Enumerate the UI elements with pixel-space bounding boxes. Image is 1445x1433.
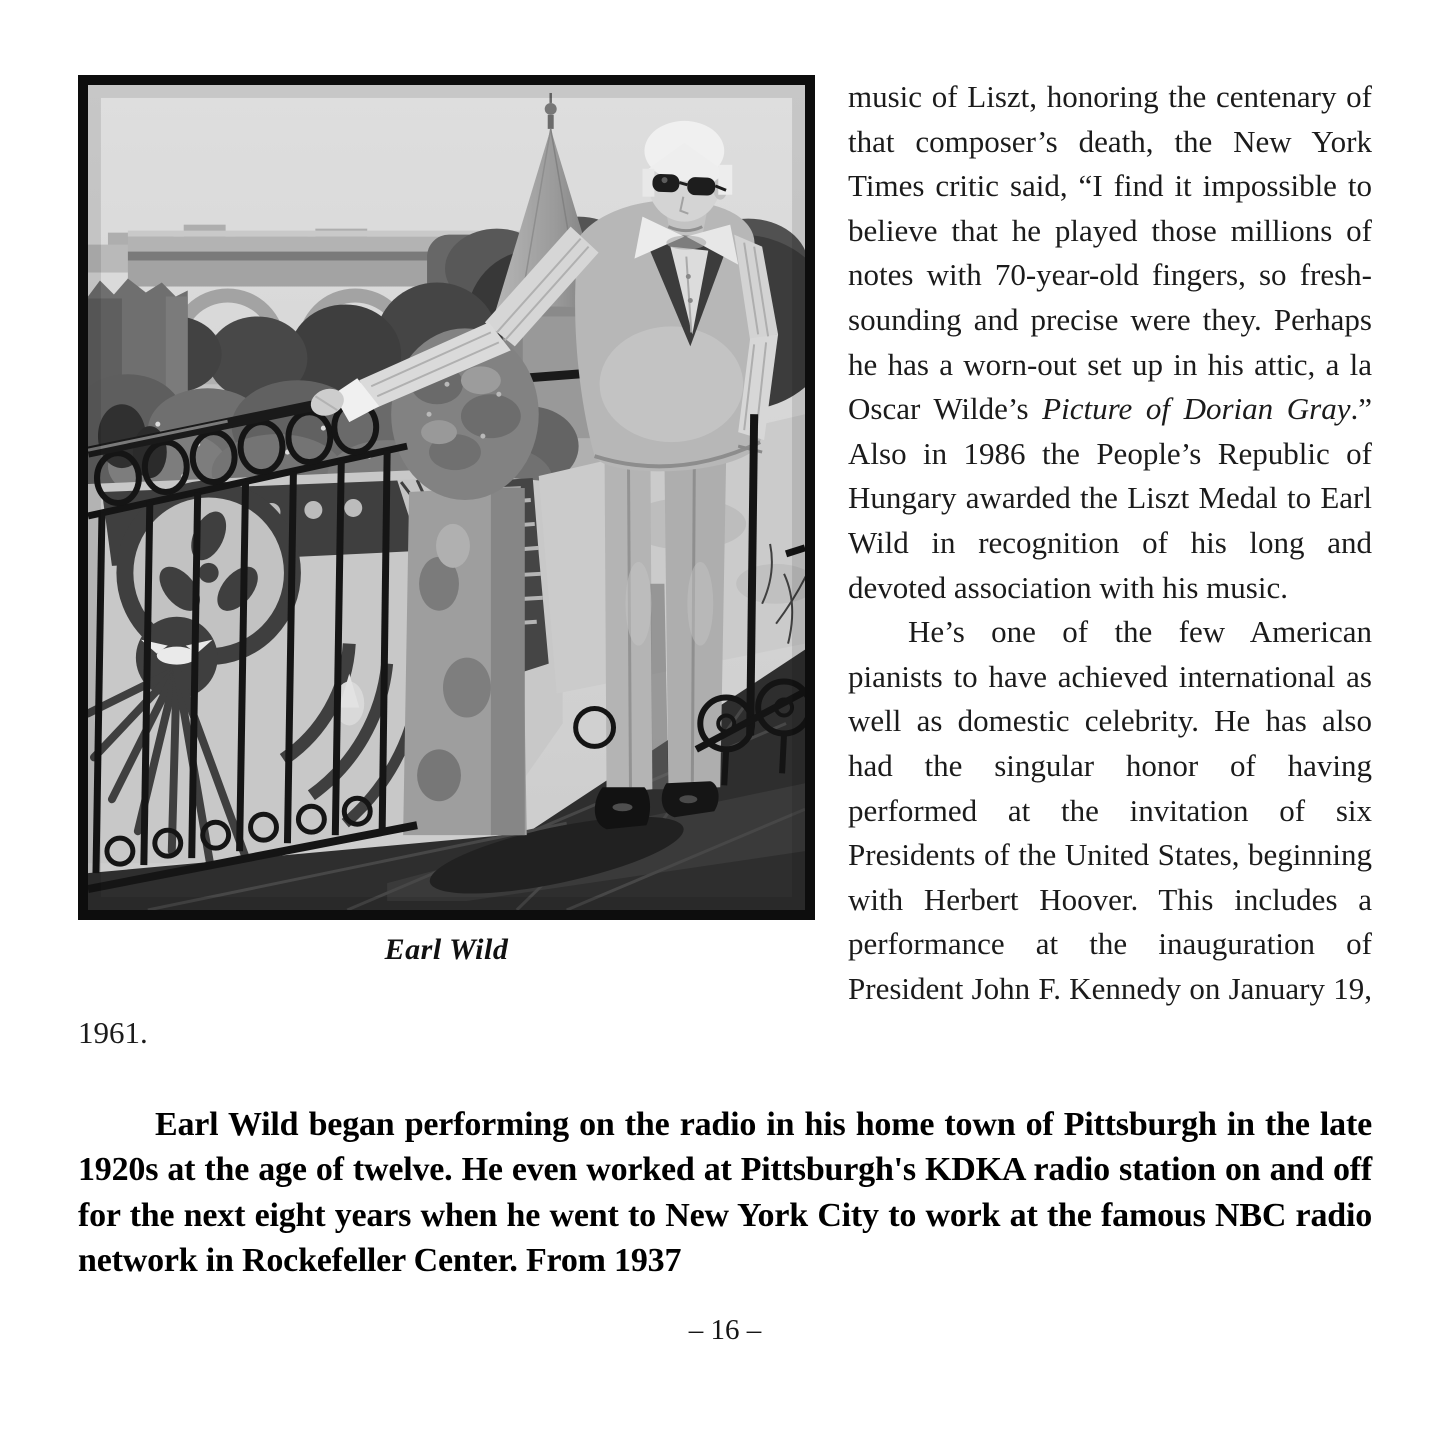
paragraph-italic-title: Picture of Dorian Gray <box>1042 391 1351 427</box>
body-paragraph-presidents: He’s one of the few American pianists to have achieved international as well as domestic celebrity. He has also had the singular honor of having performed at the invitation of six Presidents of the United States, beginning with Herbert Hoover. This includes a performance at the inauguration of President John F. Kennedy on January 19, 1961. <box>78 614 1372 1051</box>
photo-earl-wild <box>88 85 805 910</box>
page-number: – 16 – <box>688 1313 762 1346</box>
paragraph-text: .” Also in 1986 the People’s Republic of Hungary awarded the Liszt Medal to Earl Wild in recognition of his long and devoted association with his music. <box>848 391 1372 605</box>
photo-caption: Earl Wild <box>384 933 509 966</box>
photo-frame <box>78 75 815 920</box>
paragraph-text: music of Liszt, honoring the centenary of that composer’s death, the New York Times critic said, “I find it impossible to believe that he played those millions of notes with 70-year-old fingers, so fresh-sounding and precise were they. Perhaps he has a worn-out set up in his attic, a la Oscar Wilde’s <box>848 79 1372 427</box>
photo-block <box>78 75 815 967</box>
body-paragraph-radio-bold: Earl Wild began performing on the radio in his home town of Pittsburgh in the late 1920s at the age of twelve. He even worked at Pittsburgh's KDKA radio station on and off for the next eight years when he went to New York City to work at the famous NBC radio network in Rockefeller Center. From 1937 <box>78 1106 1372 1280</box>
